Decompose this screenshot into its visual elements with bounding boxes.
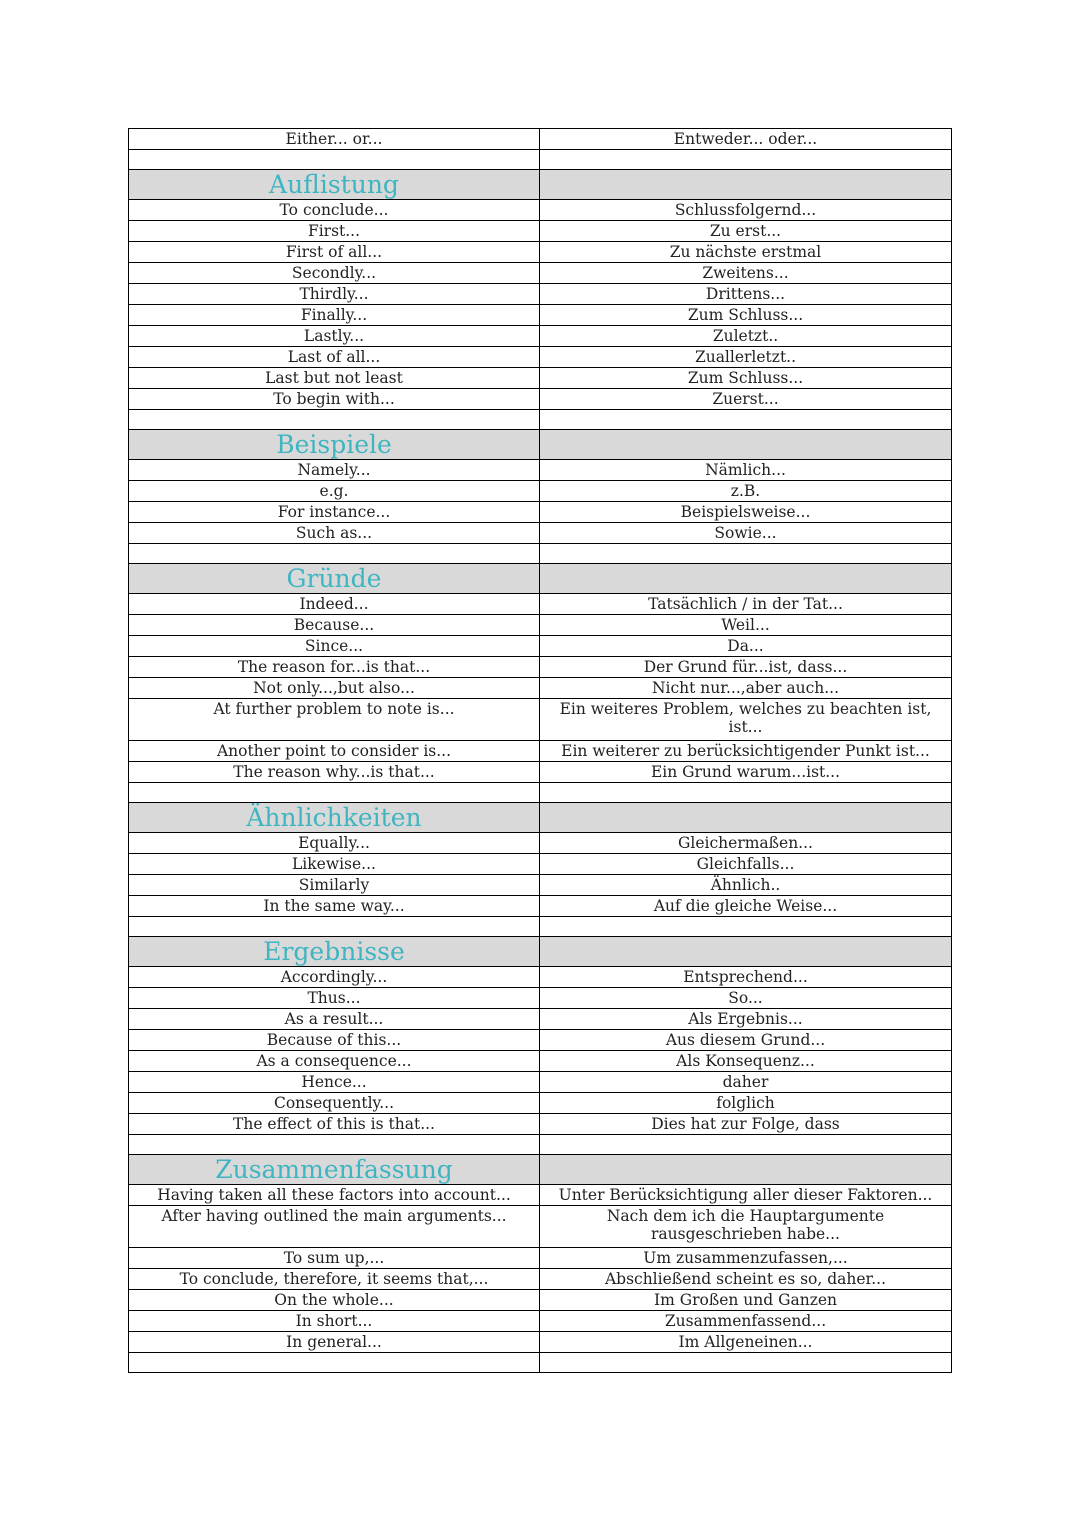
phrase-row — [129, 129, 952, 150]
phrase-row — [129, 1185, 952, 1206]
spacer-row — [129, 783, 952, 803]
german-phrase: Entweder... oder... — [540, 129, 952, 150]
english-phrase: To begin with... — [129, 389, 540, 410]
phrase-row — [129, 305, 952, 326]
german-phrase: So... — [540, 988, 952, 1009]
spacer-cell — [129, 783, 540, 803]
english-phrase: Either... or... — [129, 129, 540, 150]
phrase-row — [129, 1030, 952, 1051]
spacer-row — [129, 410, 952, 430]
spacer-cell — [129, 1135, 540, 1155]
spacer-row — [129, 1135, 952, 1155]
phrase-row — [129, 481, 952, 502]
phrase-row — [129, 967, 952, 988]
english-phrase: First... — [129, 221, 540, 242]
phrase-row — [129, 615, 952, 636]
section-heading-blank — [540, 937, 952, 967]
english-phrase: Similarly — [129, 875, 540, 896]
phrase-row — [129, 242, 952, 263]
phrase-row — [129, 502, 952, 523]
phrase-row — [129, 1009, 952, 1030]
english-phrase: Because... — [129, 615, 540, 636]
section-heading-row — [129, 170, 952, 200]
english-phrase: At further problem to note is... — [129, 699, 540, 741]
spacer-cell — [129, 410, 540, 430]
english-phrase: Likewise... — [129, 854, 540, 875]
spacer-row — [129, 150, 952, 170]
english-phrase: To conclude... — [129, 200, 540, 221]
german-phrase: Auf die gleiche Weise... — [540, 896, 952, 917]
english-phrase: Last but not least — [129, 368, 540, 389]
english-phrase: Another point to consider is... — [129, 741, 540, 762]
phrase-row — [129, 200, 952, 221]
german-phrase: Als Konsequenz... — [540, 1051, 952, 1072]
phrase-row — [129, 284, 952, 305]
section-heading-row — [129, 430, 952, 460]
spacer-row — [129, 917, 952, 937]
english-phrase: To conclude, therefore, it seems that,... — [129, 1269, 540, 1290]
phrase-row — [129, 1072, 952, 1093]
german-phrase: Im Großen und Ganzen — [540, 1290, 952, 1311]
english-phrase: Accordingly... — [129, 967, 540, 988]
section-heading-row — [129, 1155, 952, 1185]
section-heading-row — [129, 564, 952, 594]
phrase-row — [129, 1332, 952, 1353]
spacer-cell — [540, 544, 952, 564]
german-phrase: Ein Grund warum...ist... — [540, 762, 952, 783]
german-phrase: Zu nächste erstmal — [540, 242, 952, 263]
english-phrase: Hence... — [129, 1072, 540, 1093]
german-phrase: Zum Schluss... — [540, 305, 952, 326]
english-phrase: Not only...,but also... — [129, 678, 540, 699]
section-heading: Beispiele — [129, 430, 540, 460]
vocabulary-table-body — [129, 129, 952, 1373]
spacer-cell — [540, 1135, 952, 1155]
section-heading-blank — [540, 803, 952, 833]
section-heading: Ergebnisse — [129, 937, 540, 967]
section-heading-blank — [540, 170, 952, 200]
english-phrase: Thus... — [129, 988, 540, 1009]
section-heading: Gründe — [129, 564, 540, 594]
phrase-row — [129, 762, 952, 783]
german-phrase: Tatsächlich / in der Tat... — [540, 594, 952, 615]
german-phrase: Um zusammenzufassen,... — [540, 1248, 952, 1269]
spacer-cell — [129, 150, 540, 170]
german-phrase: Als Ergebnis... — [540, 1009, 952, 1030]
spacer-row — [129, 544, 952, 564]
german-phrase: Entsprechend... — [540, 967, 952, 988]
section-heading-row — [129, 803, 952, 833]
english-phrase: First of all... — [129, 242, 540, 263]
english-phrase: In short... — [129, 1311, 540, 1332]
english-phrase: To sum up,... — [129, 1248, 540, 1269]
english-phrase: Secondly... — [129, 263, 540, 284]
spacer-row — [129, 1353, 952, 1373]
section-heading: Auflistung — [129, 170, 540, 200]
german-phrase: Zweitens... — [540, 263, 952, 284]
phrase-row — [129, 389, 952, 410]
english-phrase: As a result... — [129, 1009, 540, 1030]
english-phrase: Thirdly... — [129, 284, 540, 305]
german-phrase: Dies hat zur Folge, dass — [540, 1114, 952, 1135]
german-phrase: Drittens... — [540, 284, 952, 305]
phrase-row — [129, 594, 952, 615]
german-phrase: daher — [540, 1072, 952, 1093]
phrase-row — [129, 875, 952, 896]
english-phrase: Namely... — [129, 460, 540, 481]
phrase-row — [129, 854, 952, 875]
german-phrase: Gleichfalls... — [540, 854, 952, 875]
spacer-cell — [129, 544, 540, 564]
english-phrase: On the whole... — [129, 1290, 540, 1311]
german-phrase: Sowie... — [540, 523, 952, 544]
spacer-cell — [540, 410, 952, 430]
german-phrase: Zusammenfassend... — [540, 1311, 952, 1332]
german-phrase: Beispielsweise... — [540, 502, 952, 523]
german-phrase: Schlussfolgernd... — [540, 200, 952, 221]
phrase-row — [129, 657, 952, 678]
german-phrase: Zuallerletzt.. — [540, 347, 952, 368]
phrase-row — [129, 523, 952, 544]
phrase-row — [129, 678, 952, 699]
german-phrase: Zuerst... — [540, 389, 952, 410]
phrase-row — [129, 263, 952, 284]
german-phrase: Zu erst... — [540, 221, 952, 242]
phrase-row — [129, 326, 952, 347]
phrase-row — [129, 1248, 952, 1269]
german-phrase: Da... — [540, 636, 952, 657]
english-phrase: The reason for...is that... — [129, 657, 540, 678]
phrase-row — [129, 636, 952, 657]
phrase-row — [129, 1269, 952, 1290]
english-phrase: Because of this... — [129, 1030, 540, 1051]
phrase-row — [129, 1093, 952, 1114]
german-phrase: Gleichermaßen... — [540, 833, 952, 854]
phrase-row — [129, 368, 952, 389]
english-phrase: Indeed... — [129, 594, 540, 615]
phrase-row — [129, 347, 952, 368]
german-phrase: Ähnlich.. — [540, 875, 952, 896]
phrase-row — [129, 460, 952, 481]
german-phrase: Nach dem ich die Hauptargumente rausgeschrieben habe... — [540, 1206, 952, 1248]
phrase-row — [129, 1290, 952, 1311]
phrase-row — [129, 988, 952, 1009]
english-phrase: Such as... — [129, 523, 540, 544]
german-phrase: Zum Schluss... — [540, 368, 952, 389]
german-phrase: Ein weiteres Problem, welches zu beachten ist, ist... — [540, 699, 952, 741]
english-phrase: The reason why...is that... — [129, 762, 540, 783]
german-phrase: Abschließend scheint es so, daher... — [540, 1269, 952, 1290]
section-heading-blank — [540, 1155, 952, 1185]
english-phrase: In general... — [129, 1332, 540, 1353]
english-phrase: Equally... — [129, 833, 540, 854]
phrase-row — [129, 1051, 952, 1072]
section-heading-blank — [540, 564, 952, 594]
german-phrase: folglich — [540, 1093, 952, 1114]
english-phrase: Consequently... — [129, 1093, 540, 1114]
english-phrase: After having outlined the main arguments... — [129, 1206, 540, 1248]
spacer-cell — [540, 917, 952, 937]
english-phrase: As a consequence... — [129, 1051, 540, 1072]
phrase-row — [129, 1206, 952, 1248]
vocabulary-table — [128, 128, 952, 1373]
english-phrase: Having taken all these factors into account... — [129, 1185, 540, 1206]
phrase-row — [129, 1114, 952, 1135]
english-phrase: For instance... — [129, 502, 540, 523]
german-phrase: Nämlich... — [540, 460, 952, 481]
german-phrase: Unter Berücksichtigung aller dieser Faktoren... — [540, 1185, 952, 1206]
german-phrase: Aus diesem Grund... — [540, 1030, 952, 1051]
phrase-row — [129, 833, 952, 854]
english-phrase: e.g. — [129, 481, 540, 502]
section-heading-blank — [540, 430, 952, 460]
phrase-row — [129, 1311, 952, 1332]
section-heading-row — [129, 937, 952, 967]
german-phrase: Weil... — [540, 615, 952, 636]
spacer-cell — [540, 1353, 952, 1373]
english-phrase: Since... — [129, 636, 540, 657]
english-phrase: Last of all... — [129, 347, 540, 368]
german-phrase: Zuletzt.. — [540, 326, 952, 347]
phrase-row — [129, 699, 952, 741]
phrase-row — [129, 741, 952, 762]
english-phrase: Finally... — [129, 305, 540, 326]
german-phrase: Im Allgeneinen... — [540, 1332, 952, 1353]
section-heading: Zusammenfassung — [129, 1155, 540, 1185]
spacer-cell — [129, 917, 540, 937]
german-phrase: z.B. — [540, 481, 952, 502]
spacer-cell — [540, 150, 952, 170]
german-phrase: Nicht nur...,aber auch... — [540, 678, 952, 699]
german-phrase: Der Grund für...ist, dass... — [540, 657, 952, 678]
phrase-row — [129, 896, 952, 917]
spacer-cell — [540, 783, 952, 803]
section-heading: Ähnlichkeiten — [129, 803, 540, 833]
phrase-row — [129, 221, 952, 242]
english-phrase: The effect of this is that... — [129, 1114, 540, 1135]
english-phrase: In the same way... — [129, 896, 540, 917]
german-phrase: Ein weiterer zu berücksichtigender Punkt ist... — [540, 741, 952, 762]
spacer-cell — [129, 1353, 540, 1373]
english-phrase: Lastly... — [129, 326, 540, 347]
